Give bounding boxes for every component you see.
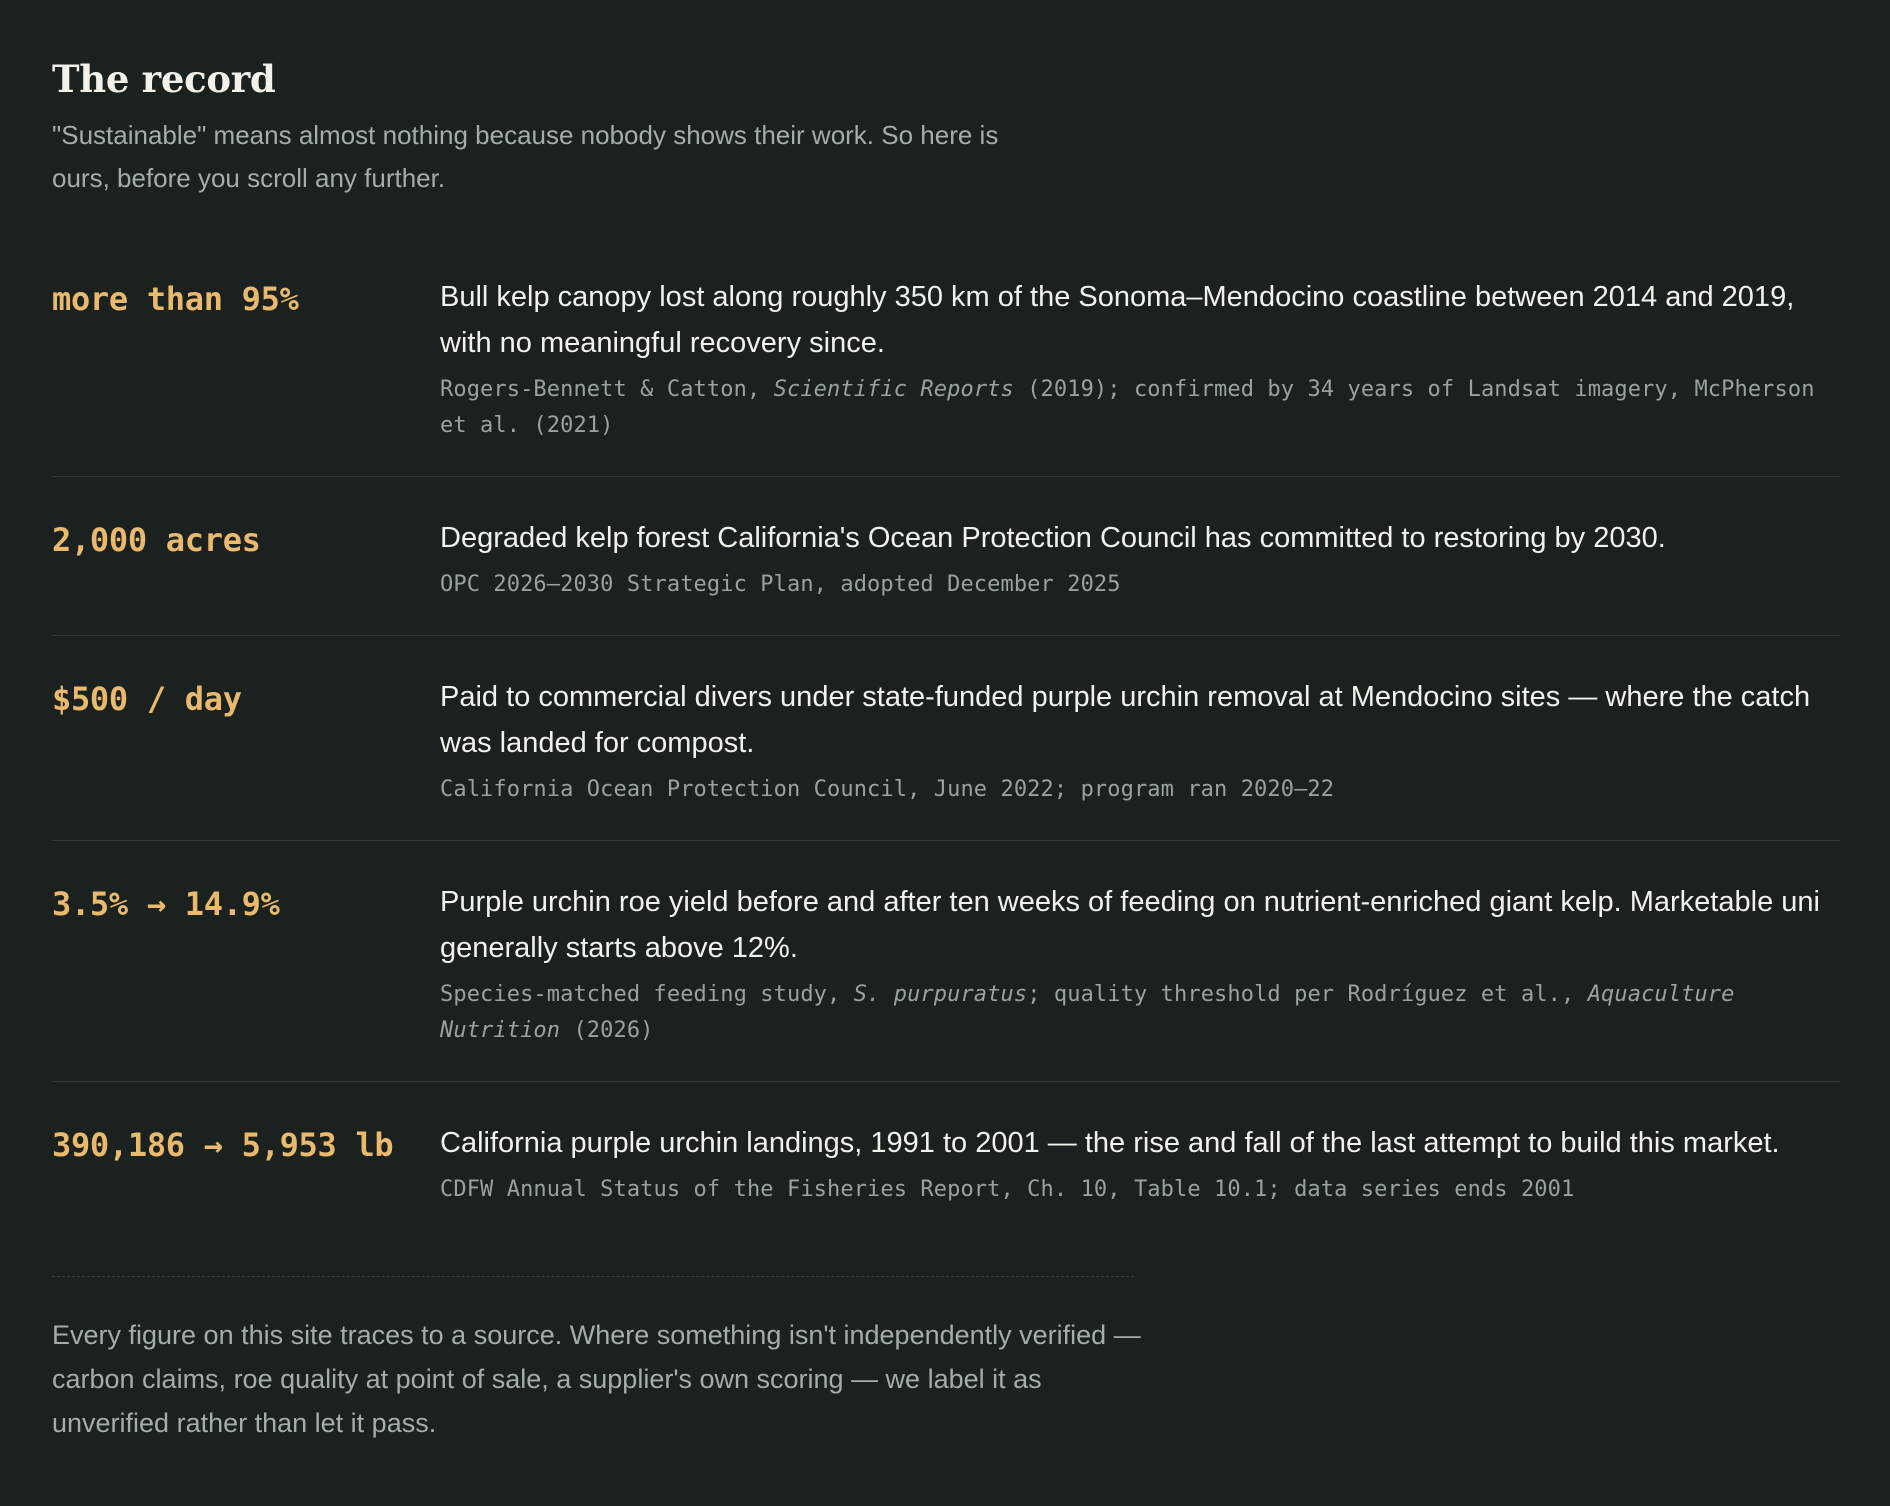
record-detail [440, 674, 1840, 808]
record-detail [440, 1120, 1840, 1208]
section-title: The record [52, 57, 276, 101]
source-journal: Aquaculture Nutrition [440, 982, 1735, 1043]
source-text: Species-matched feeding study, [440, 982, 854, 1007]
record-source [440, 567, 1840, 603]
source-text: (2019); confirmed by 34 years of Landsat imagery, McPherson et al. (2021) [440, 377, 1815, 438]
record-detail [440, 515, 1840, 603]
source-journal: Scientific Reports [773, 377, 1014, 402]
record-stat: more than 95% [52, 280, 299, 318]
record-item [52, 674, 1840, 841]
source-text: California Ocean Protection Council, June 2022; program ran 2020–22 [440, 777, 1335, 802]
record-detail [440, 274, 1840, 444]
source-text: Rogers-Bennett & Catton, [440, 377, 774, 402]
footer-note: Every figure on this site traces to a source. Where something isn't independently verified — carbon claims, roe quality at point of sale, a supplier's own scoring — we label it as unverified rather than let it pass. [52, 1320, 1141, 1438]
record-detail [440, 879, 1840, 1049]
source-text: ; quality threshold per Rodríguez et al., [1027, 982, 1588, 1007]
record-section [52, 52, 1840, 1445]
record-description: Paid to commercial divers under state-funded purple urchin removal at Mendocino sites — where the catch was landed for compost. [440, 681, 1811, 759]
record-stat: $500 / day [52, 680, 242, 718]
record-description: Degraded kelp forest California's Ocean Protection Council has committed to restoring by 2030. [440, 522, 1666, 554]
record-item [52, 879, 1840, 1082]
record-stat: 390,186 → 5,953 lb [52, 1126, 394, 1164]
record-source [440, 372, 1840, 444]
source-text: (2026) [560, 1018, 654, 1043]
record-item [52, 1120, 1840, 1208]
source-species: S. purpuratus [853, 982, 1028, 1007]
records-list [52, 274, 1840, 1208]
record-item [52, 274, 1840, 477]
record-description: California purple urchin landings, 1991 to 2001 — the rise and fall of the last attempt to build this market. [440, 1127, 1780, 1159]
section-divider [52, 1276, 1134, 1277]
source-text: CDFW Annual Status of the Fisheries Report, Ch. 10, Table 10.1; data series ends 2001 [440, 1177, 1575, 1202]
record-source [440, 977, 1840, 1049]
record-source [440, 772, 1840, 808]
section-intro: "Sustainable" means almost nothing because nobody shows their work. So here is ours, before you scroll any further. [52, 120, 999, 193]
record-description: Bull kelp canopy lost along roughly 350 km of the Sonoma–Mendocino coastline between 2014 and 2019, with no meaningful recovery since. [440, 281, 1795, 359]
record-item [52, 515, 1840, 636]
record-description: Purple urchin roe yield before and after ten weeks of feeding on nutrient-enriched giant kelp. Marketable uni generally starts above 12%. [440, 886, 1820, 964]
record-stat: 3.5% → 14.9% [52, 885, 280, 923]
record-stat: 2,000 acres [52, 521, 261, 559]
record-source [440, 1172, 1840, 1208]
source-text: OPC 2026–2030 Strategic Plan, adopted December 2025 [440, 572, 1121, 597]
